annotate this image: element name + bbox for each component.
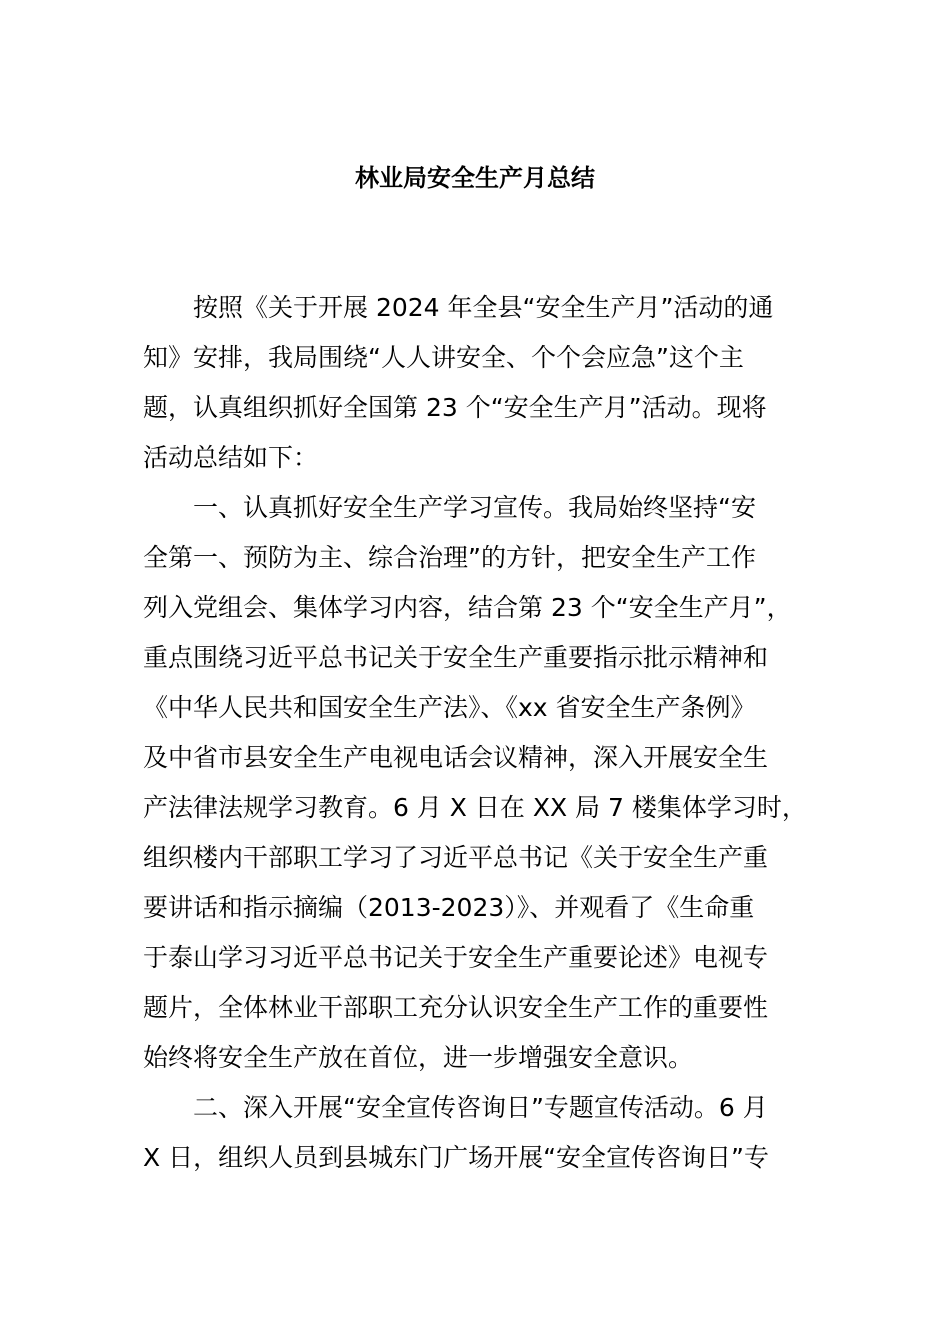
text-line: 于泰山学习习近平总书记关于安全生产重要论述》电视专 xyxy=(143,943,769,972)
text-line: 题，认真组织抓好全国第 23 个“安全生产月”活动。现将 xyxy=(143,393,767,422)
text-line: 重点围绕习近平总书记关于安全生产重要指示批示精神和 xyxy=(143,643,769,672)
text-line: 按照《关于开展 2024 年全县“安全生产月”活动的通 xyxy=(193,293,774,322)
text-line: 要讲话和指示摘编（2013-2023）》、并观看了《生命重 xyxy=(143,893,755,922)
text-line: 列入党组会、集体学习内容，结合第 23 个“安全生产月”， xyxy=(143,593,792,622)
text-line: 产法律法规学习教育。6 月 X 日在 XX 局 7 楼集体学习时， xyxy=(143,793,807,822)
text-line: 二、深入开展“安全宣传咨询日”专题宣传活动。6 月 xyxy=(193,1093,768,1122)
text-line: 及中省市县安全生产电视电话会议精神，深入开展安全生 xyxy=(143,743,769,772)
text-line: 题片，全体林业干部职工充分认识安全生产工作的重要性 xyxy=(143,993,769,1022)
text-line: 一、认真抓好安全生产学习宣传。我局始终坚持“安 xyxy=(193,493,756,522)
document-body xyxy=(143,283,818,1183)
text-line: 活动总结如下： xyxy=(143,443,319,472)
text-line: X 日，组织人员到县城东门广场开展“安全宣传咨询日”专 xyxy=(143,1143,769,1172)
text-line: 全第一、预防为主、综合治理”的方针，把安全生产工作 xyxy=(143,543,756,572)
text-line: 组织楼内干部职工学习了习近平总书记《关于安全生产重 xyxy=(143,843,769,872)
document-title: 林业局安全生产月总结 xyxy=(355,164,595,192)
text-line: 始终将安全生产放在首位，进一步增强安全意识。 xyxy=(143,1043,694,1072)
text-line: 知》安排，我局围绕“人人讲安全、个个会应急”这个主 xyxy=(143,343,744,372)
text-line: 《中华人民共和国安全生产法》、《xx 省安全生产条例》 xyxy=(143,693,756,722)
